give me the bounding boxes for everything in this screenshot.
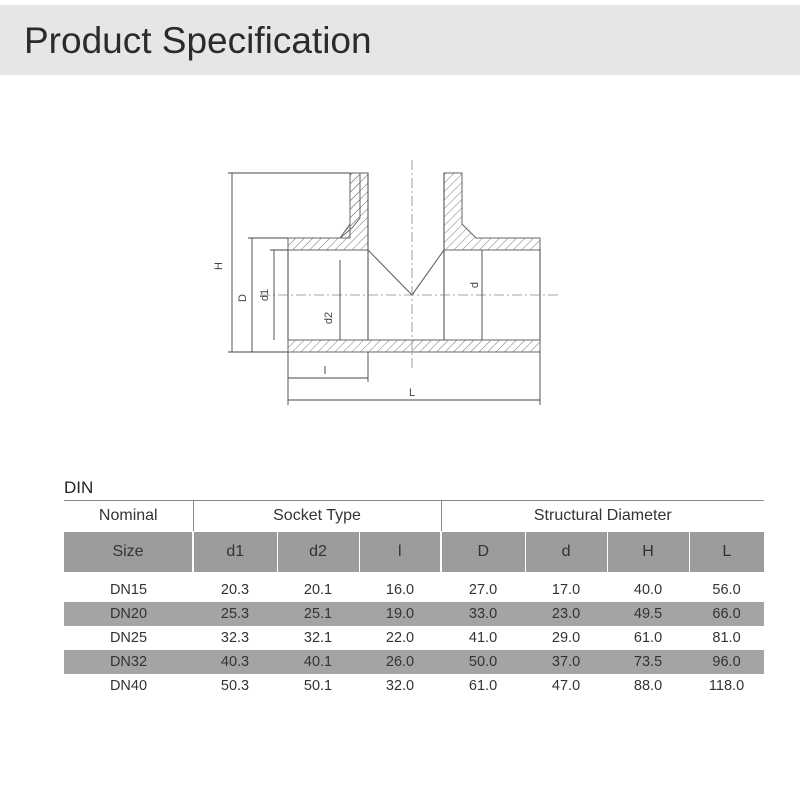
dim-label-d1: d1	[259, 288, 271, 302]
table-cell: 61.0	[468, 678, 498, 694]
table-row	[64, 674, 764, 698]
table-cell: DN40	[109, 678, 148, 694]
column-header-H: H	[607, 532, 689, 573]
table-cell: 29.0	[551, 630, 581, 646]
tee-wall-top-right	[444, 173, 540, 250]
dim-label-d: d	[469, 281, 481, 289]
table-cell: 22.0	[385, 630, 415, 646]
dim-label-l: l	[323, 365, 327, 377]
table-cell: 40.0	[633, 582, 663, 598]
table-row	[64, 626, 764, 650]
table-cell: 73.5	[607, 650, 689, 674]
branch-bore	[368, 173, 444, 250]
table-row	[64, 572, 764, 602]
table-cell: 118.0	[708, 678, 745, 694]
table-cell: 50.0	[441, 650, 525, 674]
table-cell: 32.1	[303, 630, 333, 646]
table-row	[64, 602, 764, 626]
dim-label-L: L	[408, 387, 416, 399]
table-cell: 17.0	[551, 582, 581, 598]
table-cell: 66.0	[689, 602, 764, 626]
table-cell: 88.0	[633, 678, 663, 694]
table-cell: DN32	[64, 650, 193, 674]
column-header-d2: d2	[277, 532, 359, 573]
table-row	[64, 650, 764, 674]
tee-wall-bottom	[288, 340, 540, 352]
table-cell: 40.1	[277, 650, 359, 674]
dim-label-H: H	[213, 262, 225, 270]
table-cell: 16.0	[385, 582, 415, 598]
page-title: Product Specification	[24, 20, 372, 61]
table-cell: DN20	[64, 602, 193, 626]
table-cell: 26.0	[359, 650, 441, 674]
tee-fitting-drawing	[200, 130, 600, 430]
table-cell: 27.0	[468, 582, 498, 598]
table-cell: 81.0	[712, 630, 741, 646]
standard-label: DIN	[64, 478, 94, 497]
table-cell: 32.3	[220, 630, 250, 646]
table-cell: 32.0	[385, 678, 415, 694]
table-cell: 37.0	[525, 650, 607, 674]
group-header-socket-type: Socket Type	[193, 501, 441, 532]
table-cell: 33.0	[441, 602, 525, 626]
dim-label-d2: d2	[323, 311, 335, 325]
table-cell: 50.1	[303, 678, 333, 694]
tee-wall-top	[288, 173, 368, 250]
column-header-l: l	[359, 532, 441, 573]
table-cell: DN25	[109, 630, 148, 646]
table-cell: 19.0	[359, 602, 441, 626]
table-cell: 25.3	[193, 602, 277, 626]
table-cell: DN15	[109, 582, 148, 598]
dim-label-D: D	[237, 294, 249, 302]
table-cell: 49.5	[607, 602, 689, 626]
table-cell: 20.3	[220, 582, 250, 598]
table-cell: 61.0	[633, 630, 663, 646]
column-header-size: Size	[64, 532, 193, 573]
table-cell: 47.0	[551, 678, 581, 694]
table-cell: 23.0	[525, 602, 607, 626]
group-header-structural-diameter: Structural Diameter	[441, 501, 764, 532]
column-header-D: D	[441, 532, 525, 573]
group-header-nominal: Nominal	[64, 501, 193, 532]
column-header-L: L	[689, 532, 764, 573]
spec-table	[64, 500, 764, 698]
table-cell: 41.0	[468, 630, 498, 646]
table-cell: 50.3	[220, 678, 250, 694]
table-cell: 56.0	[712, 582, 741, 598]
table-cell: 96.0	[689, 650, 764, 674]
column-header-d1: d1	[193, 532, 277, 573]
table-cell: 20.1	[303, 582, 333, 598]
column-header-d: d	[525, 532, 607, 573]
page-header	[0, 5, 800, 75]
table-cell: 25.1	[277, 602, 359, 626]
table-cell: 40.3	[193, 650, 277, 674]
